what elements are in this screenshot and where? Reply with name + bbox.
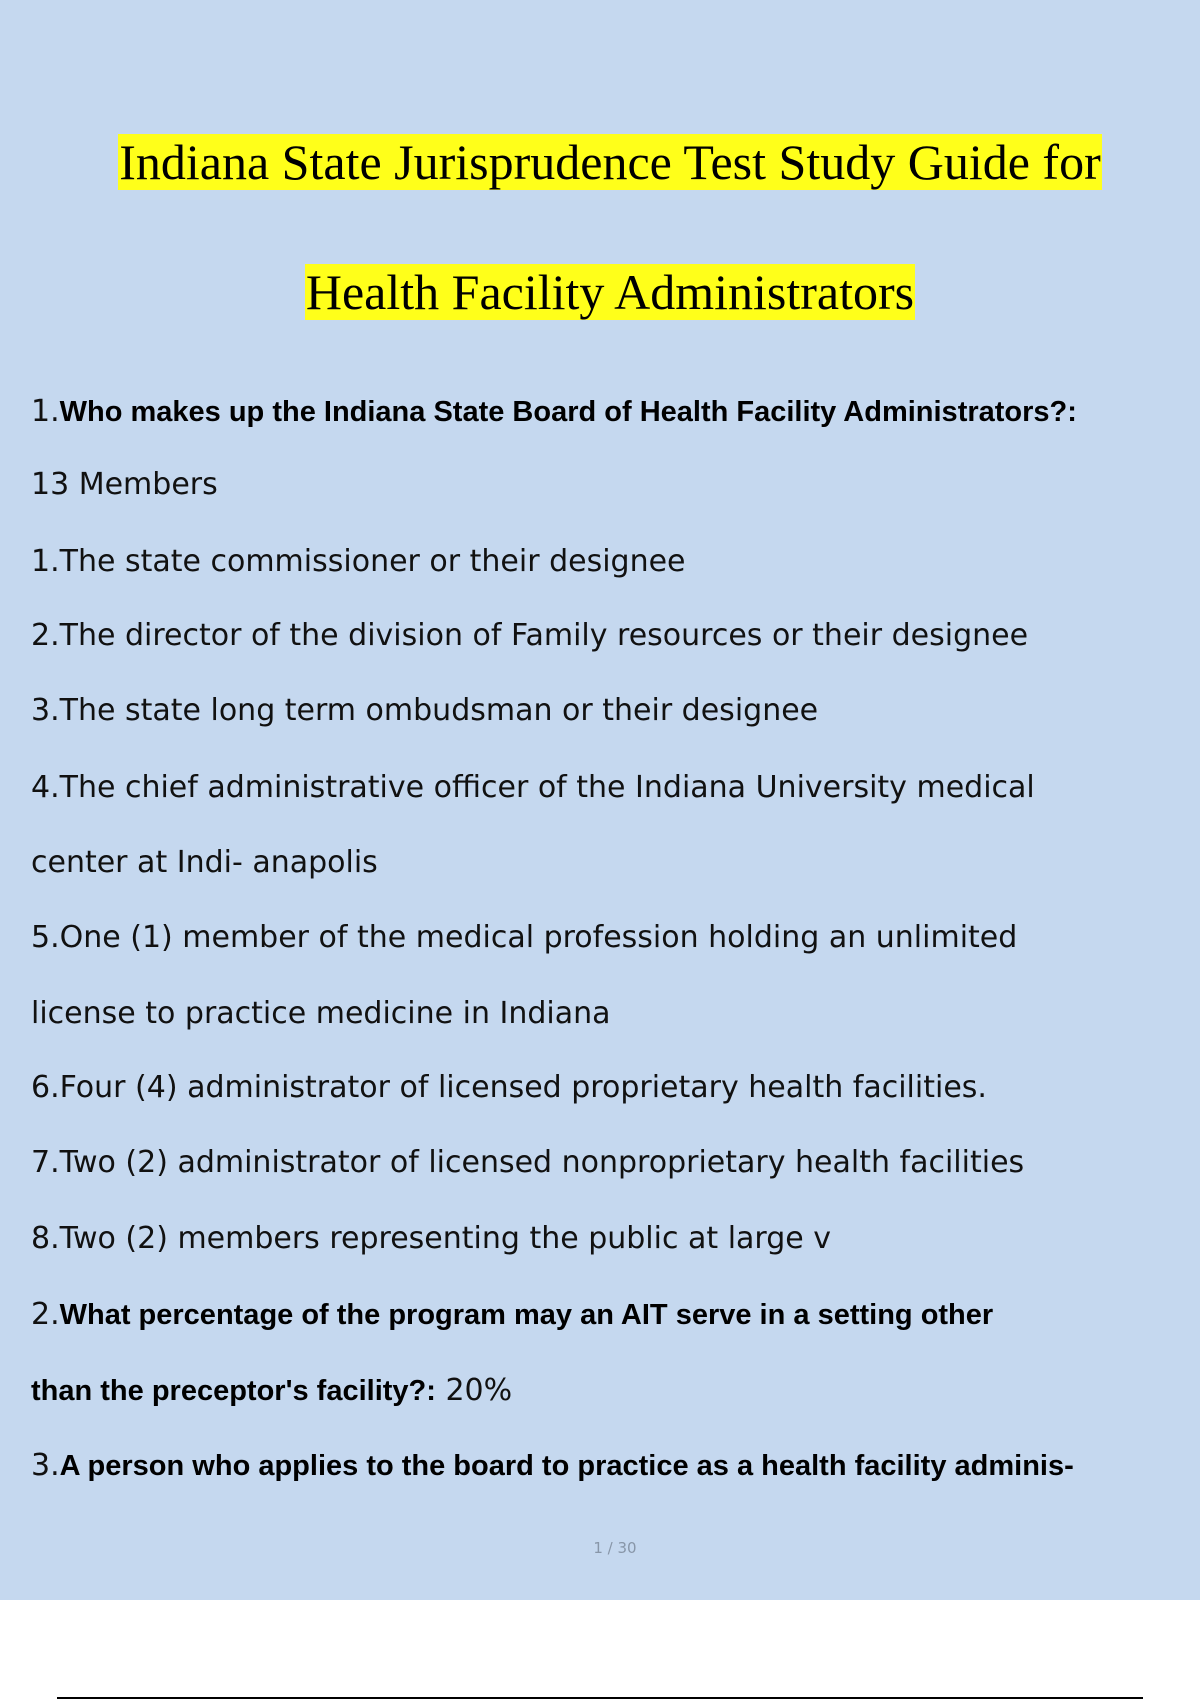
question-1-number: 1. — [31, 394, 60, 429]
answer-item-6: 6.Four (4) administrator of licensed proprietary health facilities. — [31, 1070, 987, 1105]
document-title-line-1 — [0, 129, 1200, 195]
question-2-continued — [31, 1371, 512, 1411]
answer-item-7: 7.Two (2) administrator of licensed nonproprietary health facilities — [31, 1145, 1025, 1180]
document-title-line-2 — [0, 259, 1200, 325]
title-highlight-1: Indiana State Jurisprudence Test Study Guide for — [119, 134, 1101, 190]
question-2-number: 2. — [31, 1297, 60, 1332]
answer-item-4: 4.The chief administrative officer of the Indiana University medical — [31, 770, 1035, 805]
answer-item-4-continued: center at Indi- anapolis — [31, 845, 378, 880]
answer-item-3: 3.The state long term ombudsman or their designee — [31, 693, 819, 728]
answer-item-1: 1.The state commissioner or their designee — [31, 544, 686, 579]
question-2 — [31, 1295, 993, 1335]
answer-item-2: 2.The director of the division of Family resources or their designee — [31, 618, 1029, 653]
question-2-text-line-1: What percentage of the program may an AIT serve in a setting other — [59, 1299, 994, 1331]
question-2-text-line-2: than the preceptor's facility?: — [31, 1375, 436, 1407]
answer-item-5: 5.One (1) member of the medical profession holding an unlimited — [31, 920, 1018, 955]
question-3-number: 3. — [31, 1448, 60, 1483]
title-highlight-2: Health Facility Administrators — [305, 264, 915, 320]
question-1-answer-intro: 13 Members — [31, 467, 218, 502]
question-1-text: Who makes up the Indiana State Board of Health Facility Administrators?: — [59, 396, 1077, 428]
answer-item-5-continued: license to practice medicine in Indiana — [31, 996, 611, 1031]
page-divider — [57, 1697, 1143, 1699]
page-number: 1 / 30 — [593, 1539, 637, 1557]
answer-item-8: 8.Two (2) members representing the public at large v — [31, 1221, 832, 1256]
question-2-answer: 20% — [435, 1373, 513, 1408]
question-3 — [31, 1446, 1074, 1486]
question-1 — [31, 392, 1077, 432]
question-3-text: A person who applies to the board to practice as a health facility adminis- — [59, 1450, 1074, 1482]
